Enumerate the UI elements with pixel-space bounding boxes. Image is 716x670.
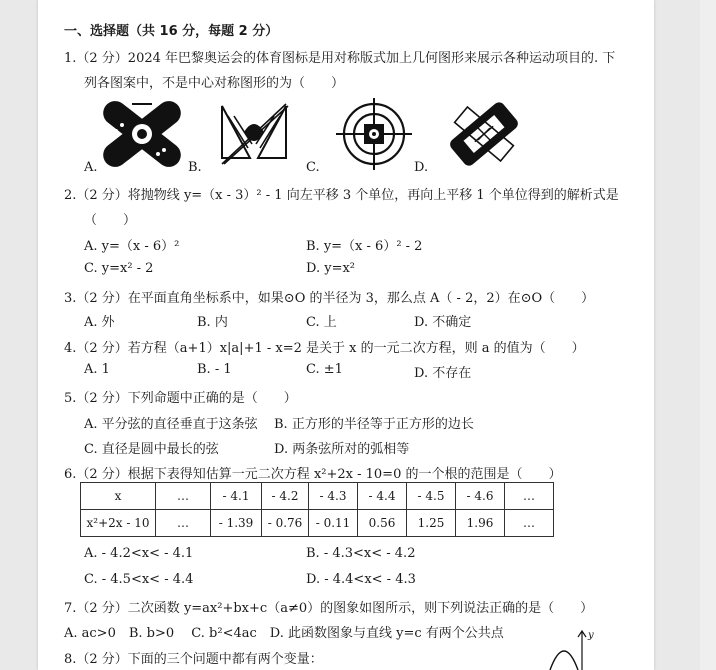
table-cell: - 1.39 [211, 510, 262, 537]
surfboard-icon [444, 98, 524, 170]
question-2-option-b[interactable]: B. y=（x - 6）² - 2 [306, 239, 423, 254]
table-cell: - 4.4 [358, 483, 407, 510]
table-cell: 1.25 [407, 510, 456, 537]
question-4-option-d[interactable]: D. 不存在 [414, 366, 472, 381]
skateboard-icon [102, 98, 182, 170]
question-7-options[interactable]: A. ac>0 B. b>0 C. b²<4ac D. 此函数图象与直线 y=c 有两个公共点 [64, 626, 504, 641]
question-1-option-b[interactable]: B. [188, 160, 202, 175]
question-5-option-d[interactable]: D. 两条弦所对的弧相等 [274, 442, 410, 457]
table-cell: - 4.2 [262, 483, 309, 510]
table-cell: … [156, 483, 211, 510]
question-2-option-a[interactable]: A. y=（x - 6）² [84, 239, 180, 254]
question-5-option-b[interactable]: B. 正方形的半径等于正方形的边长 [274, 417, 474, 432]
question-6-option-d[interactable]: D. - 4.4<x< - 4.3 [306, 572, 416, 587]
question-7-line-1: 7.（2 分）二次函数 y=ax²+bx+c（a≠0）的图象如图所示，则下列说法正确的是（ ） [64, 601, 594, 616]
question-1-option-c[interactable]: C. [306, 160, 320, 175]
question-2-option-d[interactable]: D. y=x² [306, 261, 356, 276]
parabola-graph [542, 628, 602, 670]
table-row [81, 510, 554, 537]
question-5-line-1: 5.（2 分）下列命题中正确的是（ ） [64, 391, 297, 406]
table-cell: … [505, 483, 554, 510]
question-3-option-a[interactable]: A. 外 [84, 315, 115, 330]
question-2-line-2: （ ） [84, 213, 137, 228]
scrollbar-track[interactable] [700, 0, 716, 670]
question-2-line-1: 2.（2 分）将抛物线 y=（x - 3）² - 1 向左平移 3 个单位，再向上平移 1 个单位得到的解析式是 [64, 188, 619, 203]
table-cell: - 0.76 [262, 510, 309, 537]
table-cell: x [81, 483, 156, 510]
question-2-option-c[interactable]: C. y=x² - 2 [84, 261, 154, 276]
table-cell: - 4.6 [456, 483, 505, 510]
graph-y-label: y [588, 630, 594, 641]
fencing-icon [214, 98, 294, 170]
question-5-option-a[interactable]: A. 平分弦的直径垂直于这条弦 [84, 417, 258, 432]
table-cell: - 4.3 [309, 483, 358, 510]
table-cell: … [505, 510, 554, 537]
table-cell: 0.56 [358, 510, 407, 537]
question-3-line-1: 3.（2 分）在平面直角坐标系中，如果⊙O 的半径为 3，那么点 A（ - 2，2）在⊙O（ ） [64, 291, 595, 306]
question-5-option-c[interactable]: C. 直径是圆中最长的弦 [84, 442, 219, 457]
question-4-line-1: 4.（2 分）若方程（a+1）x|a|+1 - x=2 是关于 x 的一元二次方程，则 a 的值为（ ） [64, 341, 585, 356]
question-4-option-c[interactable]: C. ±1 [306, 362, 343, 377]
estimate-table [80, 482, 554, 537]
question-1-option-d[interactable]: D. [414, 160, 429, 175]
table-cell: - 4.1 [211, 483, 262, 510]
table-cell: … [156, 510, 211, 537]
question-6-option-a[interactable]: A. - 4.2<x< - 4.1 [84, 546, 194, 561]
table-row [81, 483, 554, 510]
question-1-option-a[interactable]: A. [84, 160, 98, 175]
question-3-option-d[interactable]: D. 不确定 [414, 315, 472, 330]
question-1-line-2: 列各图案中，不是中心对称图形的为（ ） [84, 76, 345, 91]
section-title: 一、选择题（共 16 分，每题 2 分） [64, 24, 279, 39]
table-cell: 1.96 [456, 510, 505, 537]
document-page [38, 0, 654, 670]
question-4-option-b[interactable]: B. - 1 [197, 362, 232, 377]
table-cell: x²+2x - 10 [81, 510, 156, 537]
question-6-line-1: 6.（2 分）根据下表得知估算一元二次方程 x²+2x - 10=0 的一个根的范围是（ ） [64, 467, 562, 482]
table-cell: - 0.11 [309, 510, 358, 537]
question-4-option-a[interactable]: A. 1 [84, 362, 110, 377]
question-3-option-c[interactable]: C. 上 [306, 315, 337, 330]
question-6-option-c[interactable]: C. - 4.5<x< - 4.4 [84, 572, 194, 587]
archery-target-icon [334, 98, 414, 170]
question-8-line-1: 8.（2 分）下面的三个问题中都有两个变量： [64, 652, 323, 667]
table-cell: - 4.5 [407, 483, 456, 510]
question-1-line-1: 1.（2 分）2024 年巴黎奥运会的体育图标是用对称版式加上几何图形来展示各种运动项目的. 下 [64, 51, 616, 66]
question-3-option-b[interactable]: B. 内 [197, 315, 228, 330]
question-6-option-b[interactable]: B. - 4.3<x< - 4.2 [306, 546, 416, 561]
